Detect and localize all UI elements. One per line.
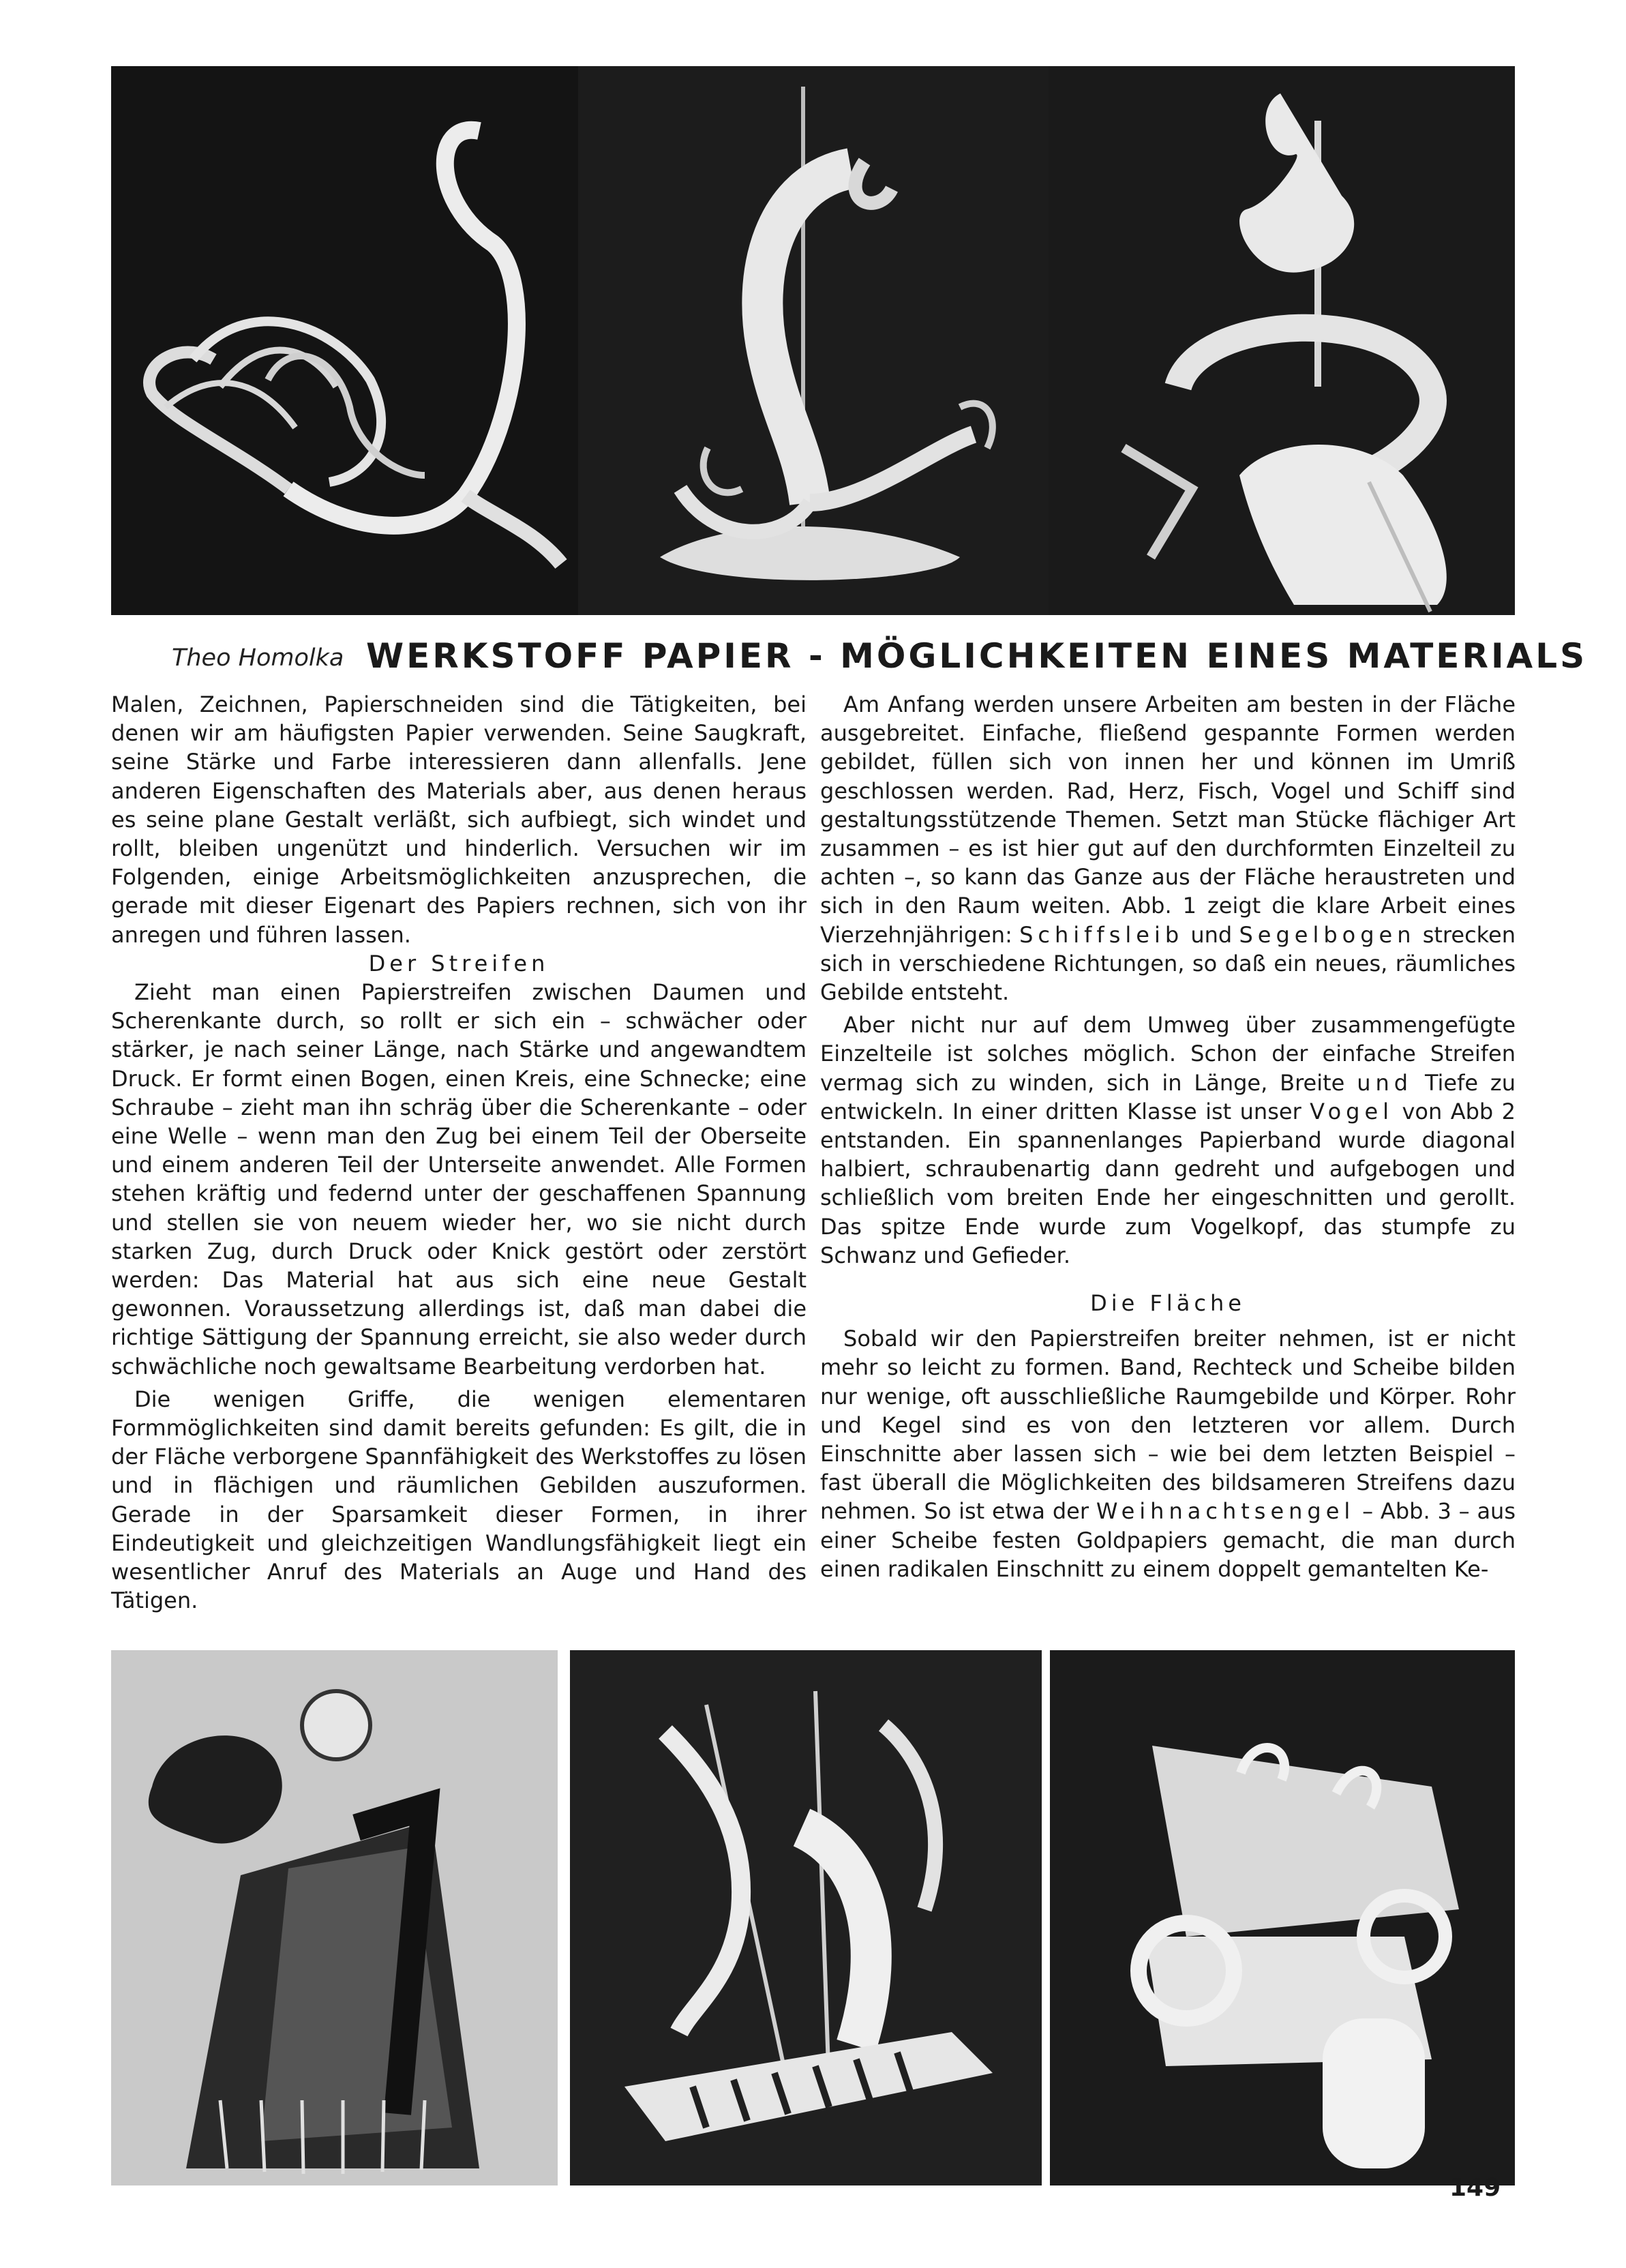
photo-paper-locomotive xyxy=(1050,1650,1515,2185)
paragraph-flaeche xyxy=(820,1324,1516,1583)
paragraph-streifen-2: Die wenigen Griffe, die wenigen elementaren Formmöglichkeiten sind damit bereits gefunden: Es gilt, die in der Fläche verborgene Spannfähigkeit des Werkstoffes zu lösen und in flächigen und räumlichen Gebilden auszuformen. Gerade in der Sparsamkeit dieser Formen, in ihrer Eindeutigkeit und gleichzeitigen Wandlungsfähigkeit liegt ein wesentlicher Anruf des Materials an Auge und Hand des Tätigen. xyxy=(111,1386,807,1614)
article-title: WERKSTOFF PAPIER - MÖGLICHKEITEN EINES MATERIALS xyxy=(366,636,1588,676)
spaced-term-weihnachtsengel: Weihnachtsengel xyxy=(1096,1498,1355,1525)
spaced-term-schiffsleib: Schiffsleib xyxy=(1019,921,1184,948)
text-run: strecken sich in verschiedene Richtungen, so daß ein neues, räumliches Gebilde entsteht. xyxy=(820,921,1516,1006)
author-byline: Theo Homolka xyxy=(172,644,344,672)
spaced-term-segelbogen: Segelbogen xyxy=(1239,921,1416,948)
photo-angel-figure xyxy=(111,1650,558,2185)
section-heading-streifen: Der Streifen xyxy=(368,950,549,976)
text-run: Aber nicht nur auf dem Umweg über zusammengefügte Einzelteile ist solches möglich. Schon der einfache Streifen vermag sich zu winden, sich in Länge, Breite xyxy=(820,1012,1516,1096)
text-column-left xyxy=(111,690,807,1615)
photo-bird-sculpture xyxy=(111,66,578,615)
text-run: Sobald wir den Papierstreifen breiter nehmen, ist er nicht mehr so leicht zu formen. Band, Rechteck und Scheibe bilden nur wenige, oft ausschließliche Raumgebilde und Körper. Rohr und Kegel sind es von den letzteren vor allem. Durch Einschnitte aber lassen sich – wie bei dem letzten Beispiel – fast überall die Möglichkeiten des bildsameren Streifens dazu nehmen. So ist etwa der xyxy=(820,1326,1516,1525)
text-run: und xyxy=(1184,921,1239,948)
paragraph-intro: Malen, Zeichnen, Papierschneiden sind die Tätigkeiten, bei denen wir am häufigsten Papier verwenden. Seine Saugkraft, seine Stärke und Farbe interessieren dann allenfalls. Jene anderen Eigenschaften des Materials aber, aus denen heraus es seine plane Gestalt verläßt, sich aufbiegt, sich windet und rollt, bleiben ungenützt und hinderlich. Versuchen wir im Folgenden, einige Arbeitsmöglichkeiten anzusprechen, die gerade mit dieser Eigenart des Papiers rechnen, sich von ihr anregen und führen lassen. xyxy=(111,691,807,948)
text-run: – Abb. 3 – aus einer Scheibe festen Goldpapiers gemacht, die man durch einen radikalen Einschnitt zu einem doppelt gemantelten Ke- xyxy=(820,1498,1516,1582)
photo-angel-sculpture xyxy=(1049,66,1515,615)
spaced-term-und: und xyxy=(1357,1069,1413,1096)
spaced-term-vogel: Vogel xyxy=(1310,1098,1394,1124)
section-heading-flaeche: Die Fläche xyxy=(1090,1290,1246,1317)
paragraph-anfang xyxy=(820,690,1516,1006)
text-column-right xyxy=(820,690,1516,1583)
paragraph-streifen-1: Zieht man einen Papierstreifen zwischen Daumen und Scherenkante durch, so rollt er sich ein – schwächer oder stärker, je nach seiner Länge, nach Stärke und angewandtem Druck. Er formt einen Bogen, einen Kreis, eine Schnecke; eine Schraube – zieht man ihn schräg über die Scherenkante – oder eine Welle – wenn man den Zug bei einem Teil der Oberseite und einem anderen Teil der Unterseite anwendet. Alle Formen stehen kräftig und federnd unter der geschaffenen Spannung und stellen sie von neuem wieder her, wo sie nicht durch starken Zug, durch Druck oder Knick gestört oder zerstört werden: Das Material hat aus sich eine neue Gestalt gewonnen. Voraussetzung allerdings ist, daß man dabei die richtige Sättigung der Spannung erreicht, sie also weder durch schwächliche noch gewaltsame Bearbeitung verdorben hat. xyxy=(111,979,807,1379)
paragraph-umweg xyxy=(820,1011,1516,1270)
text-run: von Abb 2 entstanden. Ein spannenlanges Papierband wurde diagonal halbiert, schraubenartig dann gedreht und aufgebogen und schließlich vom breiten Ende her eingeschnitten und gerollt. Das spitze Ende wurde zum Vogelkopf, das stumpfe zu Schwanz und Gefieder. xyxy=(820,1098,1516,1268)
text-run: Am Anfang werden unsere Arbeiten am besten in der Fläche ausgebreitet. Einfache, fließend gespannte Formen werden gebildet, füllen sich von innen her und können im Umriß geschlossen werden. Rad, Herz, Fisch, Vogel und Schiff sind gestaltungsstützende Themen. Setzt man Stücke flächiger Art zusammen – es ist hier gut auf den durchformten Einzelteil zu achten –, so kann das Ganze aus der Fläche heraustreten und sich in den Raum weiten. Abb. 1 zeigt die klare Arbeit eines Vierzehnjährigen: xyxy=(820,691,1516,948)
text-run: Tiefe zu entwickeln. In einer dritten Klasse ist unser xyxy=(820,1069,1516,1124)
photo-ship-sculpture xyxy=(578,66,1049,615)
photo-sailing-ship xyxy=(570,1650,1042,2185)
page-number: 149 xyxy=(1449,2174,1501,2202)
